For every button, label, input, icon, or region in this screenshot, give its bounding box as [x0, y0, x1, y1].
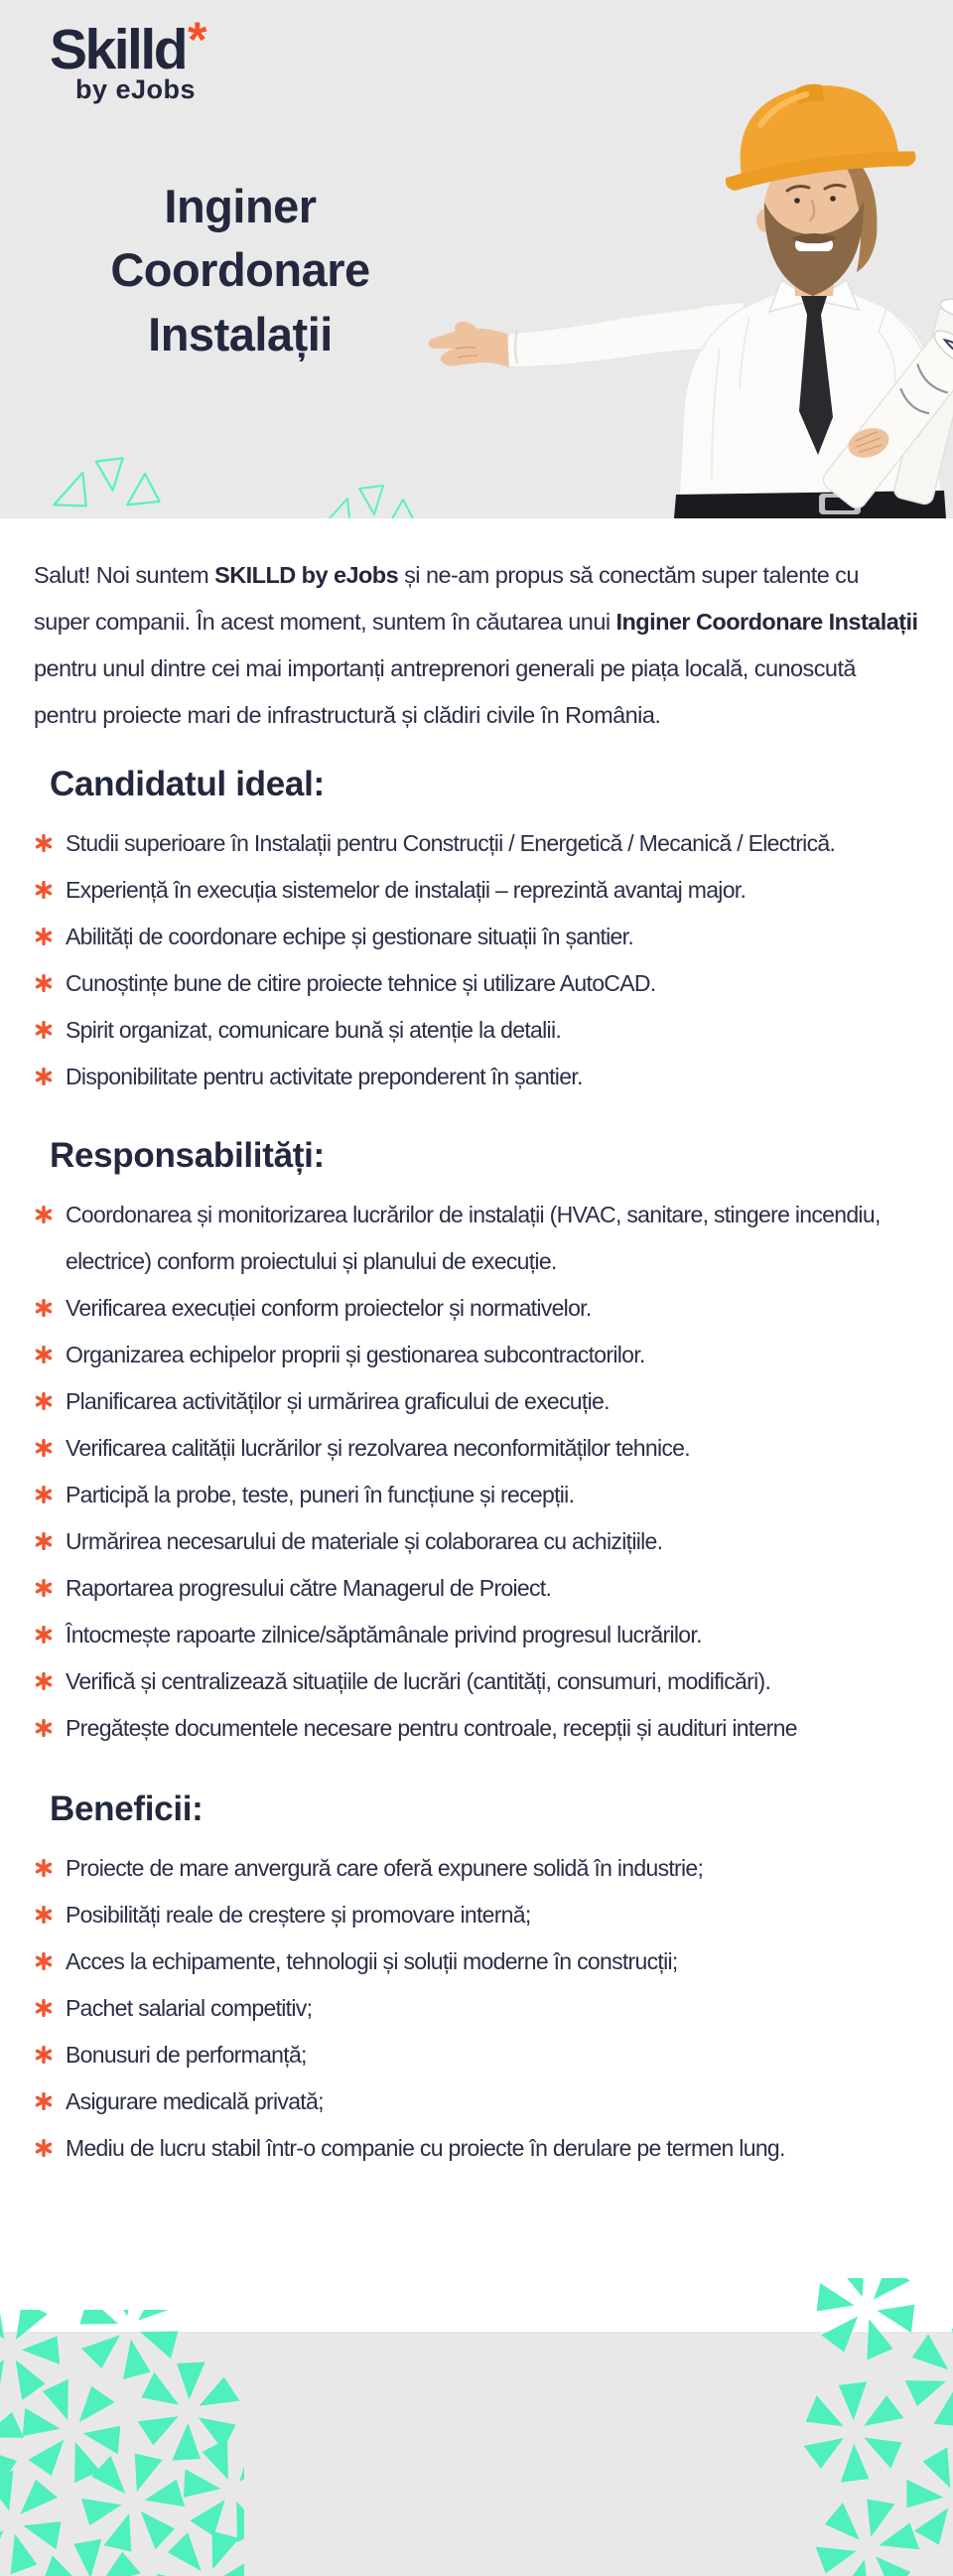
section-candidatul-ideal	[32, 765, 921, 1100]
list-item	[32, 1518, 921, 1565]
list-item	[32, 867, 921, 914]
list-item	[32, 1612, 921, 1658]
asterisk-bullet-icon	[35, 1021, 53, 1039]
section-heading: Responsabilități:	[50, 1136, 325, 1175]
triangle-outline-decoration-left	[52, 455, 163, 510]
list-item	[32, 1472, 921, 1518]
list-item-text: Abilități de coordonare echipe și gestionare situații în șantier.	[66, 924, 634, 949]
list-item	[32, 2078, 921, 2125]
list-item	[32, 1892, 921, 1938]
brand-logo-subtext: by eJobs	[75, 74, 197, 104]
list-item-text: Spirit organizat, comunicare bună și atenție la detalii.	[66, 1017, 562, 1043]
list-item	[32, 1378, 921, 1425]
list-item-text: Coordonarea și monitorizarea lucrărilor de instalații (HVAC, sanitare, stingere incendiu, electrice) conform proiectului și planului de execuție.	[66, 1202, 881, 1274]
asterisk-bullet-icon	[35, 1532, 53, 1550]
list-item-text: Proiecte de mare anvergură care oferă expunere solidă în industrie;	[66, 1855, 704, 1881]
list-item-text: Participă la probe, teste, puneri în funcțiune și recepții.	[66, 1482, 575, 1507]
list-item	[32, 1705, 921, 1752]
bullet-list	[32, 820, 921, 1100]
list-item-text: Pregătește documentele necesare pentru controale, recepții și audituri interne	[66, 1715, 797, 1741]
asterisk-bullet-icon	[35, 1392, 53, 1410]
asterisk-bullet-icon	[35, 1299, 53, 1317]
intro-bold-brand: SKILLD by eJobs	[214, 562, 399, 588]
asterisk-bullet-icon	[35, 1626, 53, 1644]
asterisk-bullet-icon	[35, 1068, 53, 1085]
list-item-text: Organizarea echipelor proprii și gestionarea subcontractorilor.	[66, 1342, 645, 1367]
asterisk-bullet-icon	[35, 2139, 53, 2157]
list-item-text: Studii superioare în Instalații pentru Construcții / Energetică / Mecanică / Electrică.	[66, 830, 836, 856]
asterisk-bullet-icon	[35, 1952, 53, 1970]
asterisk-bullet-icon	[35, 2046, 53, 2064]
intro-text: și ne-am propus să conectăm super talente cu super companii. În acest moment, suntem în căutarea unui	[34, 562, 859, 635]
list-item-text: Întocmește rapoarte zilnice/săptămânale privind progresul lucrărilor.	[66, 1622, 702, 1647]
list-item-text: Urmărirea necesarului de materiale și colaborarea cu achizițiile.	[66, 1528, 663, 1554]
asterisk-bullet-icon	[35, 1672, 53, 1690]
bullet-list	[32, 1192, 921, 1752]
asterisk-bullet-icon	[35, 1486, 53, 1503]
list-item-text: Acces la echipamente, tehnologii și soluții moderne în construcții;	[66, 1948, 678, 1974]
list-item-text: Pachet salarial competitiv;	[66, 1995, 313, 2021]
list-item-text: Raportarea progresului către Managerul de Proiect.	[66, 1575, 552, 1601]
asterisk-bullet-icon	[35, 928, 53, 945]
list-item	[32, 1007, 921, 1054]
asterisk-bullet-icon	[35, 974, 53, 992]
asterisk-bullet-icon	[35, 1346, 53, 1363]
asterisk-bullet-icon	[35, 834, 53, 852]
bullet-list	[32, 1845, 921, 2172]
intro-bold-role: Inginer Coordonare Instalații	[615, 609, 918, 635]
list-item	[32, 1054, 921, 1100]
job-title: Inginer Coordonare Instalații	[110, 180, 370, 360]
section-heading: Beneficii:	[50, 1789, 204, 1828]
triangle-pattern-right	[774, 2278, 953, 2576]
list-item	[32, 1938, 921, 1985]
list-item	[32, 2125, 921, 2172]
list-item	[32, 914, 921, 960]
asterisk-bullet-icon	[35, 1439, 53, 1457]
asterisk-bullet-icon	[35, 1999, 53, 2017]
intro-text: pentru unul dintre cei mai importanți antreprenori generali pe piața locală, cunoscută pentru proiecte mari de infrastructură și clădiri civile în România.	[34, 655, 856, 728]
list-item-text: Disponibilitate pentru activitate preponderent în șantier.	[66, 1064, 583, 1089]
asterisk-bullet-icon	[35, 1719, 53, 1737]
intro-text: Salut! Noi suntem	[34, 562, 215, 588]
brand-asterisk-icon: *	[188, 12, 207, 68]
list-item-text: Mediu de lucru stabil într-o companie cu proiecte în derulare pe termen lung.	[66, 2135, 785, 2161]
asterisk-bullet-icon	[35, 2092, 53, 2110]
list-item-text: Cunoștințe bune de citire proiecte tehnice și utilizare AutoCAD.	[66, 970, 656, 996]
list-item	[32, 1845, 921, 1892]
asterisk-bullet-icon	[35, 881, 53, 899]
asterisk-bullet-icon	[35, 1579, 53, 1597]
asterisk-bullet-icon	[35, 1859, 53, 1877]
list-item-text: Verificarea execuției conform proiectelor și normativelor.	[66, 1295, 592, 1321]
hero-header	[0, 0, 953, 518]
list-item	[32, 1425, 921, 1472]
footer-decoration	[0, 2332, 953, 2576]
list-item	[32, 1192, 921, 1285]
section-beneficii	[32, 1789, 921, 2172]
intro-paragraph	[34, 552, 919, 739]
section-responsabilitati	[32, 1136, 921, 1752]
job-description	[0, 518, 953, 2332]
brand-logo	[50, 12, 207, 105]
list-item	[32, 1332, 921, 1378]
list-item	[32, 960, 921, 1007]
list-item	[32, 2032, 921, 2078]
triangle-pattern-left	[0, 2310, 244, 2576]
list-item	[32, 1285, 921, 1332]
list-item-text: Verifică și centralizează situațiile de lucrări (cantități, consumuri, modificări).	[66, 1668, 771, 1694]
list-item	[32, 1658, 921, 1705]
engineer-photo	[422, 52, 953, 518]
list-item-text: Planificarea activităților și urmărirea graficului de execuție.	[66, 1388, 610, 1414]
list-item	[32, 1565, 921, 1612]
triangle-outline-decoration-right	[320, 483, 419, 518]
list-item-text: Experiență în execuția sistemelor de instalații – reprezintă avantaj major.	[66, 877, 747, 903]
list-item-text: Verificarea calității lucrărilor și rezolvarea neconformităților tehnice.	[66, 1435, 690, 1461]
asterisk-bullet-icon	[35, 1906, 53, 1924]
list-item	[32, 820, 921, 867]
section-heading: Candidatul ideal:	[50, 765, 325, 803]
list-item-text: Posibilități reale de creștere și promovare internă;	[66, 1902, 531, 1928]
list-item-text: Bonusuri de performanță;	[66, 2042, 307, 2068]
list-item	[32, 1985, 921, 2032]
list-item-text: Asigurare medicală privată;	[66, 2088, 324, 2114]
brand-logo-text: Skilld*	[50, 12, 207, 81]
asterisk-bullet-icon	[35, 1206, 53, 1223]
